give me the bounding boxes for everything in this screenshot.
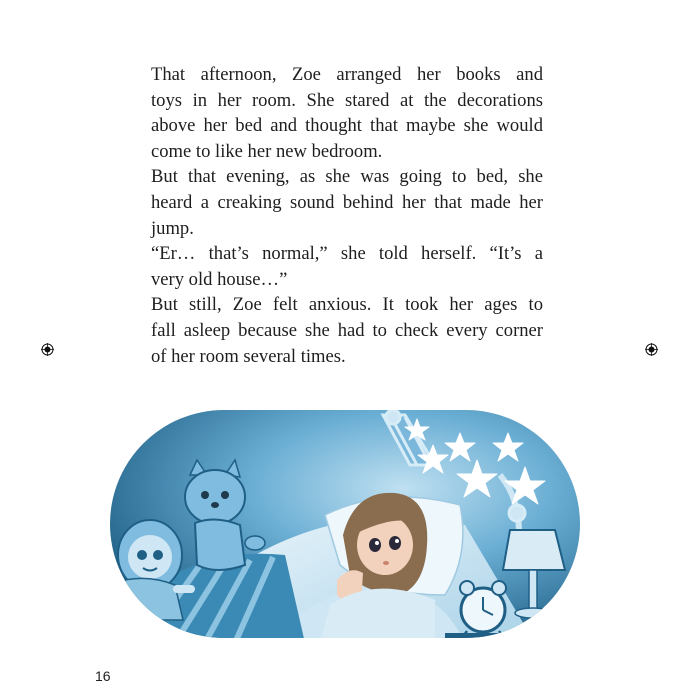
text-line: fall asleep because she had to check every corner (151, 319, 543, 341)
bedroom-illustration (105, 405, 585, 643)
text-line: come to like her new bedroom. (151, 140, 383, 162)
nightstand (445, 633, 585, 643)
paragraph-3 (133, 241, 543, 292)
text-line: jump. (151, 217, 194, 239)
text-line: heard a creaking sound behind her that made her (151, 191, 543, 213)
paragraph-2 (133, 164, 543, 241)
text-line: of her room several times. (151, 345, 346, 367)
registration-mark-icon (645, 343, 658, 356)
story-text (133, 62, 543, 369)
text-line: very old house…” (151, 268, 288, 290)
registration-mark-icon (41, 343, 54, 356)
text-line: But still, Zoe felt anxious. It took her ages to (151, 294, 543, 316)
page-number: 16 (95, 668, 111, 684)
paragraph-1 (133, 62, 543, 164)
text-line: “Er… that’s normal,” she told herself. “It’s a (151, 243, 543, 265)
text-line: above her bed and thought that maybe she would (151, 115, 543, 137)
text-line: But that evening, as she was going to bed, she (151, 166, 543, 188)
text-line: toys in her room. She stared at the decorations (151, 89, 543, 111)
text-line: That afternoon, Zoe arranged her books and (151, 64, 543, 85)
paragraph-4 (133, 292, 543, 369)
